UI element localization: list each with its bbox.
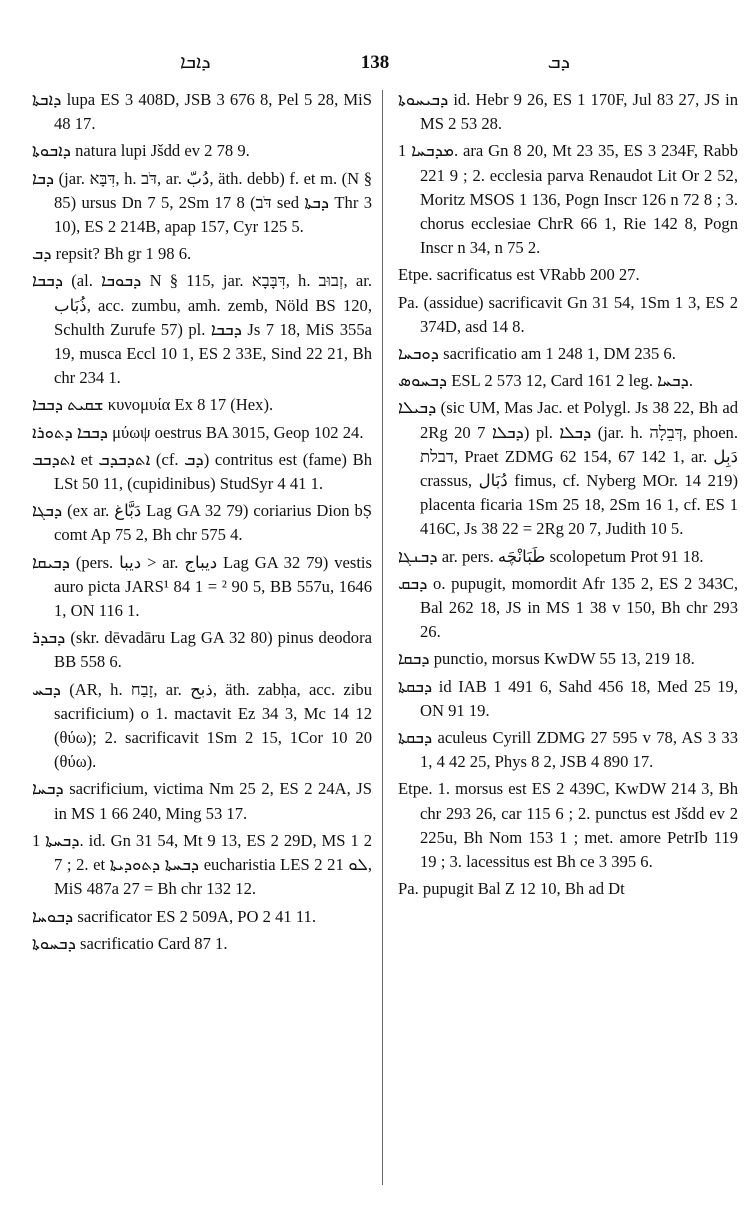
dictionary-entry: ܕܒܕܪ (skr. dēvadāru Lag GA 32 80) pinus deodora BB 558 6. [32, 628, 372, 672]
dictionary-entry: ܕܒܚ (AR, h. זָבַח, ar. ذبح, äth. zabḥa, acc. zibu sacrificium) o 1. mactavit Ez 34 3, Mc 14 12 (θύω); 2. sacrificavit 1Sm 2 15, 1Cor 10 20 (θύω). [32, 679, 372, 772]
dictionary-entry: ܕܒ repsit? Bh gr 1 98 6. [32, 244, 192, 264]
dictionary-entry: ܕܒܚܘܬܐ sacrificatio Card 87 1. [32, 933, 228, 953]
dictionary-entry: ܕܒܒܐ (al. ܕܒܘܒܐ N § 115, jar. דִּבָּבָא, h. זְבוּב, ar. ذُبَاب, acc. zumbu, amh. zemb, Nöld BS 120, Schulth Zurufe 57) pl. ܕܒܒܐ Js 7 18, MiS 355a 19, musca Eccl 10 1, ES 2 33E, Sind 22 21, Bh chr 234 1. [32, 271, 373, 388]
page-number: 138 [360, 52, 390, 73]
dictionary-entry: ܕܒܚܐ sacrificium, victima Nm 25 2, ES 2 24A, JS in MS 1 66 240, Ming 53 17. [32, 779, 372, 823]
dictionary-entry: ܕܒܓܐ (ex ar. دَبَّاغ Lag GA 32 79) coriarius Dion bṢ comt Ap 75 2, Bh chr 575 4. [32, 501, 372, 545]
dictionary-entry: ܕܒܒܐ ܕܬܘܪܐ μύωψ oestrus BA 3015, Geop 102 24. [32, 422, 364, 442]
dictionary-entry: ܕܒܚܘܣ ESL 2 573 12, Card 161 2 leg. ܕܒܚܐ. [398, 371, 694, 391]
dictionary-entry: ܕܒܝܩܐ (pers. ديبا > ar. ديباج Lag GA 32 79) vestis auro picta JARS¹ 84 1 = ² 90 5, BB 557u, 1646 1, ON 116 1. [32, 552, 372, 621]
dictionary-entry: ܕܒܐ (jar. דִּבָּא, h. דֹּב, ar. دُبّ, äth. debb) f. et m. (N § 85) ursus Dn 7 5, 2Sm 17 8 (דֹּב sed ܕܒܬܐ Thr 3 10), ES 2 214B, apap 157, Cyr 125 5. [32, 168, 372, 237]
dictionary-entry: ܡܕܒܚܐ 1. ara Gn 8 20, Mt 23 35, ES 3 234F, Rabb 221 9 ; 2. ecclesia parva Renaudot Lit Or 2 52, Moritz MSOS 1 136, Pogn Inscr 126 n 72 8 ; 3. chorus ecclesiae ChrR 66 1, Rie 142 8, Pogn Inscr n 34, n 75 2. [398, 141, 738, 258]
dictionary-entry: ܕܐܒܬܐ lupa ES 3 408D, JSB 3 676 8, Pel 5 28, MiS 48 17. [32, 90, 372, 134]
dictionary-entry: ܕܒܩ o. pupugit, momordit Afr 135 2, ES 2 343C, Bal 262 18, JS in MS 1 38 v 150, Bh chr 293 26. [398, 573, 738, 642]
dictionary-entry: ܐܬܕܒܒ et ܐܬܕܒܕܒ (cf. ܕܒ) contritus est (fame) Bh LSt 50 11, (cupidinibus) StudSyr 4 41 1. [32, 449, 372, 494]
dictionary-entry: ܕܒܚܬܐ 1. id. Gn 31 54, Mt 9 13, ES 2 29D, MS 1 2 7 ; 2. et ܕܒܚܬܐ ܕܬܘܕܝܬܐ eucharistia LES 2 ܠܘ 21, MiS 487a 27 = Bh chr 132 12. [32, 830, 372, 899]
dictionary-entry: Pa. pupugit Bal Z 12 10, Bh ad Dt [398, 879, 625, 899]
dictionary-entry: ܕܒܝܠܐ (sic UM, Mas Jac. et Polygl. Js 38 22, Bh ad 2Rg 20 7 ܕܒܠܐ) pl. ܕܒܠܐ (jar. h. דְּבֵלָה, phoen. דבלת, Praet ZDMG 62 154, 67 142 1, ar. دَبِل crassus, دُبَال fimus, cf. Nyberg MOr. 14 219) placenta ficaria 1Sm 25 18, 2Sm 16 1, cf. ES 1 416C, Js 38 22 = 2Rg 20 7, Judith 10 5. [398, 398, 738, 539]
dictionary-entry: ܕܒܩܬܐ id IAB 1 491 6, Sahd 456 18, Med 25 19, ON 91 19. [398, 676, 738, 720]
running-head-right: ܕܒ [547, 52, 570, 73]
dictionary-entry: ܕܘܒܚܐ sacrificatio am 1 248 1, DM 235 6. [398, 344, 676, 364]
dictionary-entry: Etpe. sacrificatus est VRabb 200 27. [398, 265, 640, 285]
right-column [398, 88, 738, 905]
dictionary-entry: Pa. (assidue) sacrificavit Gn 31 54, 1Sm 1 3, ES 2 374D, asd 14 8. [398, 292, 738, 336]
dictionary-entry: ܕܒܩܬܐ aculeus Cyrill ZDMG 27 595 v 78, AS 3 33 1, 4 42 25, Phys 8 2, JSB 4 890 17. [398, 728, 738, 772]
dictionary-entry: Etpe. 1. morsus est ES 2 439C, KwDW 214 3, Bh chr 293 26, car 115 6 ; 2. punctus est Jšdd ev 2 225u, Bh Nom 153 1 ; met. amore PetrIb 119 19 ; 3. lacessitus est Bh ce 3 395 6. [398, 779, 738, 872]
dictionary-entry: ܕܒܘܚܐ sacrificator ES 2 509A, PO 2 41 11. [32, 906, 316, 926]
dictionary-entry: ܕܒܩܐ punctio, morsus KwDW 55 13, 219 18. [398, 649, 695, 669]
page-header [30, 52, 720, 82]
column-divider [382, 90, 383, 1185]
running-head-left: ܕܐܒܐ [180, 52, 211, 73]
left-column [32, 88, 372, 959]
dictionary-entry: ܫܩܝܬ ܕܒܒܐ κυνομυία Ex 8 17 (Hex). [32, 395, 274, 415]
dictionary-entry: ܕܐܒܘܬܐ natura lupi Jšdd ev 2 78 9. [32, 141, 250, 161]
dictionary-entry: ܕܒܢܓܐ ar. pers. طَبَانْچَه scolopetum Prot 91 18. [398, 546, 704, 566]
dictionary-entry: ܕܒܝܚܘܬܐ id. Hebr 9 26, ES 1 170F, Jul 83 27, JS in MS 2 53 28. [398, 90, 738, 134]
